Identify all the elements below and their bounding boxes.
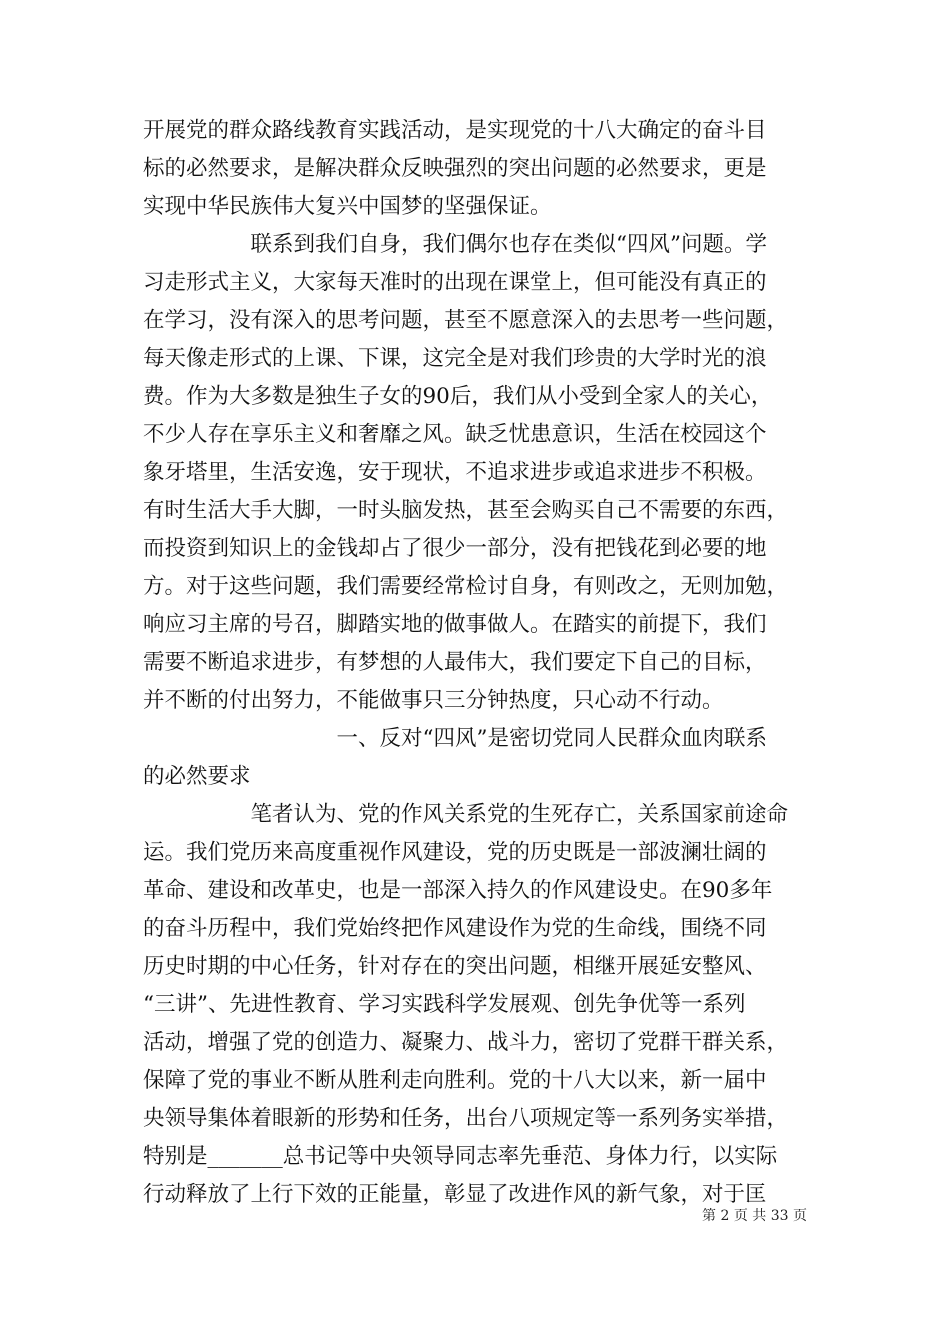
section-heading: 的必然要求 xyxy=(143,764,251,789)
text-line: 有时生活大手大脚，一时头脑发热，甚至会购买自己不需要的东西， xyxy=(143,498,789,523)
text-line: 并不断的付出努力，不能做事只三分钟热度，只心动不行动。 xyxy=(143,688,724,713)
text-line: 需要不断追求进步，有梦想的人最伟大，我们要定下自己的目标， xyxy=(143,650,767,675)
text-line: 运。我们党历来高度重视作风建设，党的历史既是一部波澜壮阔的 xyxy=(143,840,767,865)
text-line: 习走形式主义，大家每天准时的出现在课堂上，但可能没有真正的 xyxy=(143,270,767,295)
text-line: 行动释放了上行下效的正能量，彰显了改进作风的新气象，对于匡 xyxy=(143,1182,767,1207)
text-line: 方。对于这些问题，我们需要经常检讨自身，有则改之，无则加勉， xyxy=(143,574,789,599)
text-line: 标的必然要求，是解决群众反映强烈的突出问题的必然要求，更是 xyxy=(143,156,767,181)
section-heading: 一、反对“四风”是密切党同人民群众血肉联系 xyxy=(143,726,767,751)
text-line: 笔者认为、党的作风关系党的生死存亡，关系国家前途命 xyxy=(143,802,789,827)
text-line: 象牙塔里，生活安逸，安于现状，不追求进步或追求进步不积极。 xyxy=(143,460,767,485)
text-line: 而投资到知识上的金钱却占了很少一部分，没有把钱花到必要的地 xyxy=(143,536,767,561)
text-line: 革命、建设和改革史，也是一部深入持久的作风建设史。在90多年 xyxy=(143,878,773,903)
text-line: 每天像走形式的上课、下课，这完全是对我们珍贵的大学时光的浪 xyxy=(143,346,767,371)
text-line: 央领导集体着眼新的形势和任务，出台八项规定等一系列务实举措， xyxy=(143,1106,789,1131)
text-line: 历史时期的中心任务，针对存在的突出问题，相继开展延安整风、 xyxy=(143,954,767,979)
text-line: 保障了党的事业不断从胜利走向胜利。党的十八大以来，新一届中 xyxy=(143,1068,767,1093)
text-line: 响应习主席的号召，脚踏实地的做事做人。在踏实的前提下，我们 xyxy=(143,612,767,637)
text-line: 不少人存在享乐主义和奢靡之风。缺乏忧患意识，生活在校园这个 xyxy=(143,422,767,447)
text-line: 活动，增强了党的创造力、凝聚力、战斗力，密切了党群干群关系， xyxy=(143,1030,789,1055)
text-line: 在学习，没有深入的思考问题，甚至不愿意深入的去思考一些问题， xyxy=(143,308,789,333)
text-line: 开展党的群众路线教育实践活动，是实现党的十八大确定的奋斗目 xyxy=(143,118,767,143)
text-line: 的奋斗历程中，我们党始终把作风建设作为党的生命线，围绕不同 xyxy=(143,916,767,941)
text-line: 实现中华民族伟大复兴中国梦的坚强保证。 xyxy=(143,194,552,219)
text-line: “三讲”、先进性教育、学习实践科学发展观、创先争优等一系列 xyxy=(143,992,746,1017)
text-line: 特别是_______总书记等中央领导同志率先垂范、身体力行，以实际 xyxy=(143,1144,778,1169)
text-line: 费。作为大多数是独生子女的90后，我们从小受到全家人的关心， xyxy=(143,384,773,409)
text-line: 联系到我们自身，我们偶尔也存在类似“四风”问题。学 xyxy=(143,232,767,257)
page-number-footer: 第 2 页 共 33 页 xyxy=(702,1208,807,1224)
